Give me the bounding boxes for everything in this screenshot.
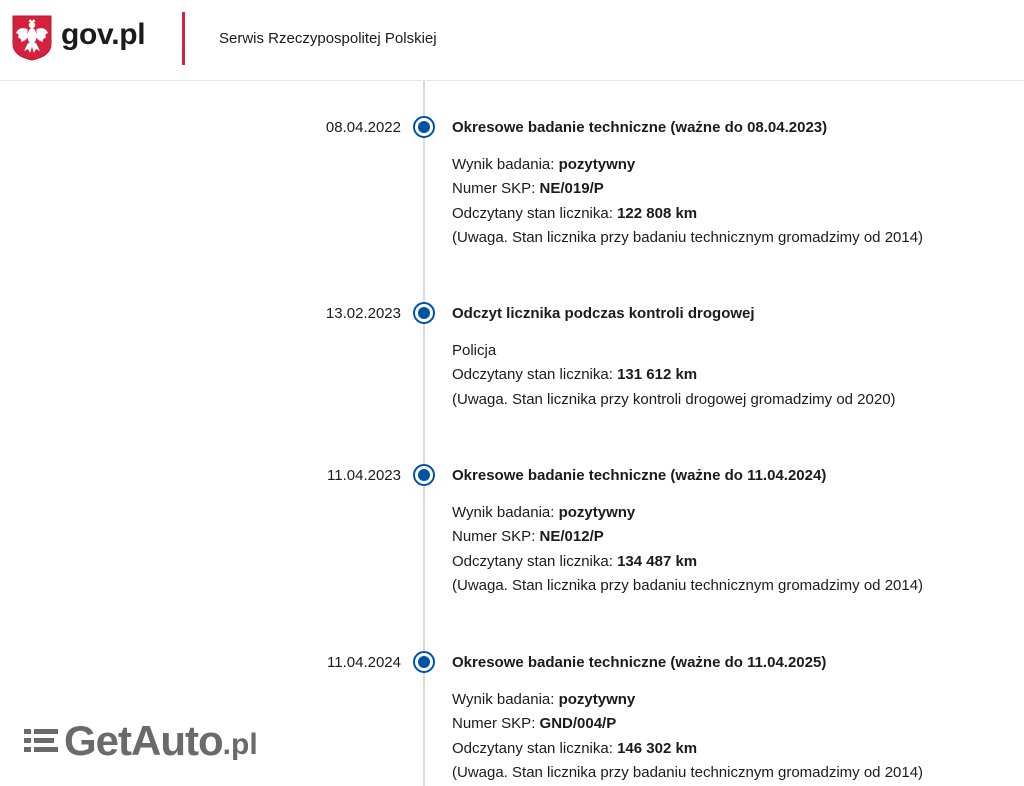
- detail-note: (Uwaga. Stan licznika przy badaniu technicznym gromadzimy od 2014): [452, 576, 924, 594]
- detail-line: Wynik badania: pozytywny: [452, 156, 636, 173]
- getauto-logo-icon: [24, 723, 60, 759]
- entry-title: Okresowe badanie techniczne (ważne do 11.04.2024): [452, 467, 827, 484]
- watermark-text: GetAuto: [64, 717, 223, 764]
- entry-title: Okresowe badanie techniczne (ważne do 08.04.2023): [452, 119, 828, 136]
- header-divider: [182, 12, 185, 65]
- detail-note: (Uwaga. Stan licznika przy badaniu technicznym gromadzimy od 2014): [452, 763, 924, 781]
- detail-line: Odczytany stan licznika: 131 612 km: [452, 366, 698, 384]
- detail-line: Odczytany stan licznika: 122 808 km: [452, 204, 698, 222]
- brand-logo-text[interactable]: gov.pl: [61, 18, 146, 51]
- entry-title: Okresowe badanie techniczne (ważne do 11.04.2025): [452, 654, 827, 671]
- entry-details: [452, 501, 923, 598]
- timeline-dot-icon: [413, 651, 435, 673]
- detail-line: Odczytany stan licznika: 146 302 km: [452, 739, 698, 757]
- entry-date: 08.04.2022: [325, 119, 401, 136]
- getauto-watermark: [24, 716, 258, 766]
- timeline-dot-icon: [413, 302, 435, 324]
- timeline-line: [423, 81, 425, 786]
- detail-line: Numer SKP: NE/012/P: [452, 528, 604, 546]
- service-name: Serwis Rzeczypospolitej Polskiej: [219, 30, 437, 47]
- detail-line: Wynik badania: pozytywny: [452, 691, 636, 708]
- site-header: [0, 0, 1024, 81]
- entry-details: [452, 688, 923, 785]
- detail-line: Numer SKP: NE/019/P: [452, 180, 604, 198]
- entry-date: 11.04.2023: [327, 467, 401, 484]
- detail-line: Policja: [452, 342, 497, 359]
- timeline-dot-icon: [413, 116, 435, 138]
- timeline-dot-icon: [413, 464, 435, 486]
- watermark-suffix: .pl: [222, 728, 258, 761]
- entry-date: 11.04.2024: [327, 654, 401, 671]
- entry-details: [452, 153, 923, 250]
- entry-title: Odczyt licznika podczas kontroli drogowej: [452, 305, 755, 322]
- detail-note: (Uwaga. Stan licznika przy badaniu technicznym gromadzimy od 2014): [452, 228, 924, 246]
- polish-eagle-emblem-icon[interactable]: [11, 14, 53, 61]
- entry-date: 13.02.2023: [325, 305, 401, 322]
- detail-line: Wynik badania: pozytywny: [452, 504, 636, 521]
- detail-note: (Uwaga. Stan licznika przy kontroli drogowej gromadzimy od 2020): [452, 390, 896, 408]
- entry-details: [452, 339, 896, 412]
- detail-line: Odczytany stan licznika: 134 487 km: [452, 552, 698, 570]
- detail-line: Numer SKP: GND/004/P: [452, 715, 617, 733]
